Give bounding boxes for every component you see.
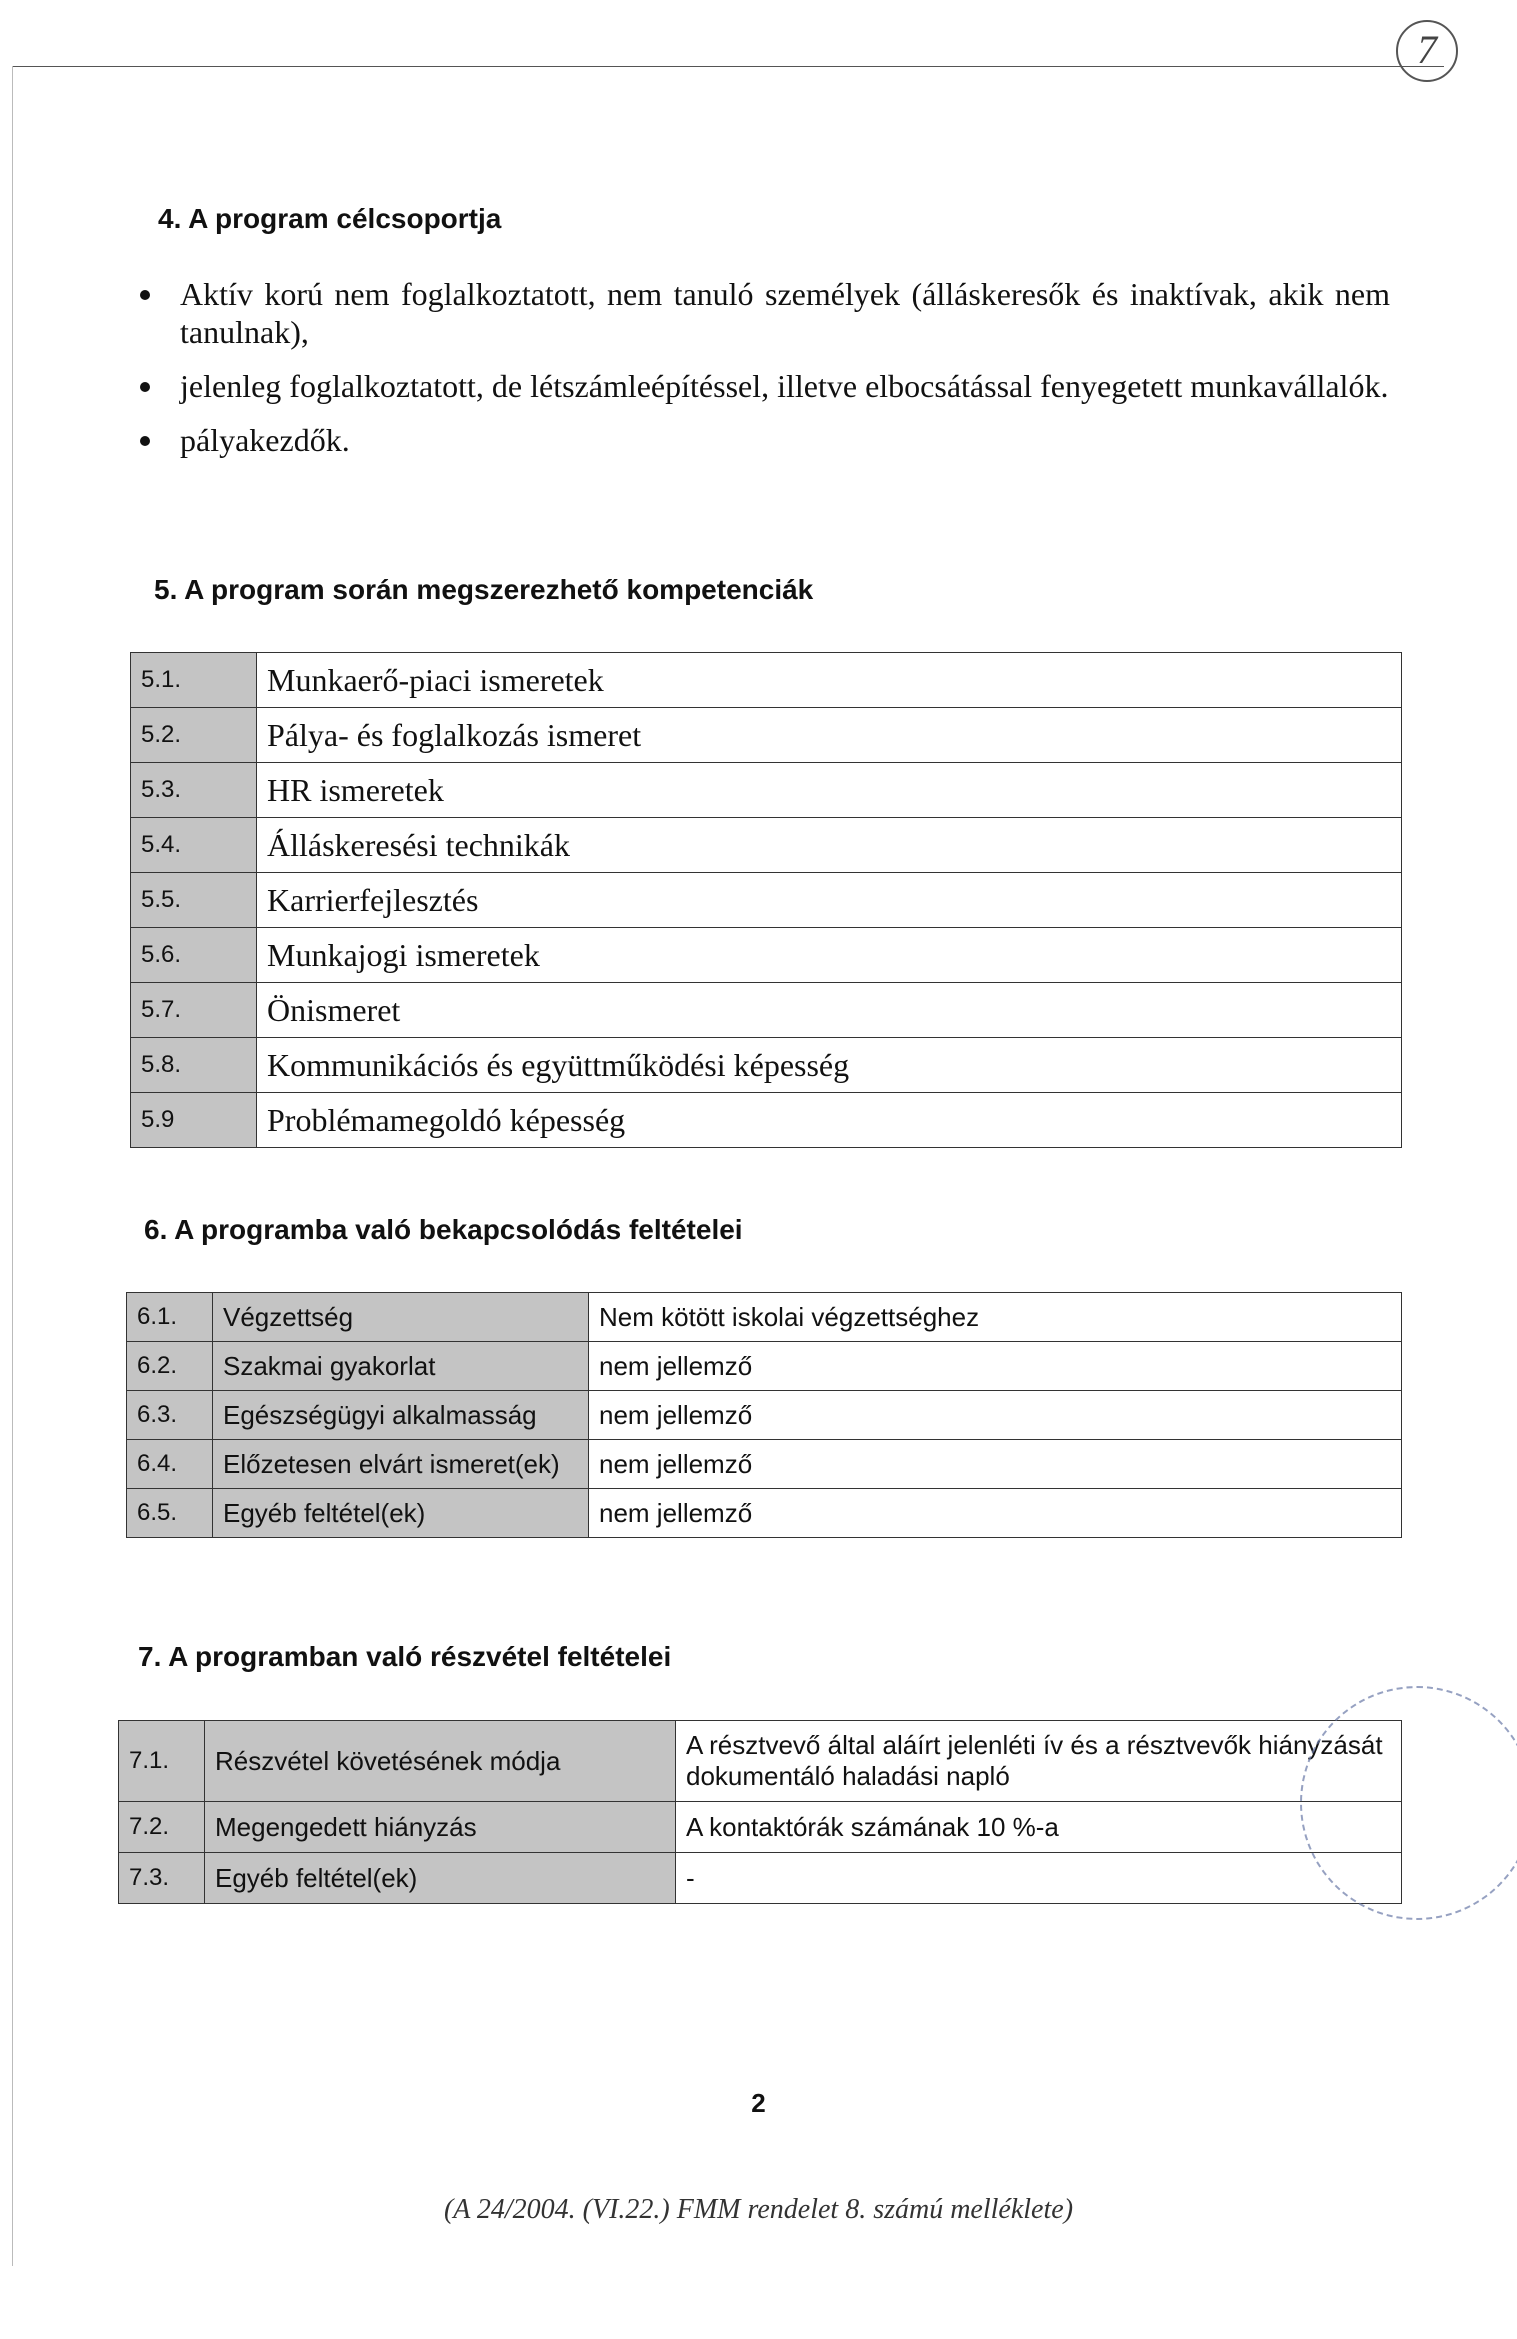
row-number: 5.6. (131, 928, 257, 983)
requirement-value: nem jellemző (589, 1489, 1402, 1538)
section-4-heading: 4. A program célcsoportja (158, 203, 502, 234)
row-number: 7.1. (119, 1721, 205, 1802)
section-5-heading: 5. A program során megszerezhető kompetenciák (154, 574, 814, 605)
table-row (127, 1342, 1402, 1391)
row-number: 6.3. (127, 1391, 213, 1440)
competency-cell: Önismeret (257, 983, 1402, 1038)
list-item: pályakezdők. (180, 421, 1390, 459)
section-7-heading: 7. A programban való részvétel feltételei (138, 1641, 672, 1672)
requirement-value: nem jellemző (589, 1391, 1402, 1440)
row-number: 5.3. (131, 763, 257, 818)
competency-cell: HR ismeretek (257, 763, 1402, 818)
competency-cell: Karrierfejlesztés (257, 873, 1402, 928)
official-stamp-icon (1300, 1686, 1517, 1920)
competency-cell: Álláskeresési technikák (257, 818, 1402, 873)
row-number: 5.9 (131, 1093, 257, 1148)
requirement-label: Egészségügyi alkalmasság (213, 1391, 589, 1440)
page-number: 2 (751, 2088, 766, 2118)
row-number: 5.4. (131, 818, 257, 873)
row-number: 5.7. (131, 983, 257, 1038)
requirement-value: nem jellemző (589, 1440, 1402, 1489)
requirement-label: Előzetesen elvárt ismeret(ek) (213, 1440, 589, 1489)
condition-label: Részvétel követésének módja (205, 1721, 676, 1802)
row-number: 6.4. (127, 1440, 213, 1489)
section-6-heading: 6. A programba való bekapcsolódás feltételei (144, 1214, 743, 1245)
row-number: 5.5. (131, 873, 257, 928)
table-row (131, 873, 1402, 928)
condition-value: A kontaktórák számának 10 %-a (676, 1802, 1402, 1853)
condition-label: Megengedett hiányzás (205, 1802, 676, 1853)
condition-value: A résztvevő által aláírt jelenléti ív és a résztvevők hiányzását dokumentáló haladási napló (676, 1721, 1402, 1802)
footer-note: (A 24/2004. (VI.22.) FMM rendelet 8. számú melléklete) (443, 2194, 1074, 2225)
table-row (131, 708, 1402, 763)
row-number: 7.3. (119, 1853, 205, 1904)
row-number: 6.5. (127, 1489, 213, 1538)
row-number: 5.1. (131, 653, 257, 708)
competency-cell: Pálya- és foglalkozás ismeret (257, 708, 1402, 763)
left-margin-rule (12, 66, 13, 2266)
condition-label: Egyéb feltétel(ek) (205, 1853, 676, 1904)
row-number: 7.2. (119, 1802, 205, 1853)
competency-cell: Munkaerő-piaci ismeretek (257, 653, 1402, 708)
table-row (131, 818, 1402, 873)
table-row (119, 1853, 1402, 1904)
table-row (131, 928, 1402, 983)
table-row (127, 1440, 1402, 1489)
handwritten-page-mark: 7 (1396, 20, 1458, 82)
table-row (127, 1391, 1402, 1440)
row-number: 6.2. (127, 1342, 213, 1391)
requirement-label: Egyéb feltétel(ek) (213, 1489, 589, 1538)
table-row (131, 1038, 1402, 1093)
row-number: 5.2. (131, 708, 257, 763)
top-rule (12, 66, 1444, 67)
competencies-table (130, 652, 1402, 1148)
table-row (119, 1802, 1402, 1853)
table-row (127, 1293, 1402, 1342)
condition-value: - (676, 1853, 1402, 1904)
requirement-value: nem jellemző (589, 1342, 1402, 1391)
row-number: 5.8. (131, 1038, 257, 1093)
row-number: 6.1. (127, 1293, 213, 1342)
list-item: jelenleg foglalkoztatott, de létszámleépítéssel, illetve elbocsátással fenyegetett munkavállalók. (180, 368, 1389, 404)
table-row (131, 1093, 1402, 1148)
competency-cell: Munkajogi ismeretek (257, 928, 1402, 983)
target-group-list (180, 275, 1390, 475)
table-row (131, 983, 1402, 1038)
requirement-label: Szakmai gyakorlat (213, 1342, 589, 1391)
participation-conditions-table (118, 1720, 1402, 1904)
competency-cell: Kommunikációs és együttműködési képesség (257, 1038, 1402, 1093)
table-row (131, 653, 1402, 708)
requirement-label: Végzettség (213, 1293, 589, 1342)
entry-requirements-table (126, 1292, 1402, 1538)
table-row (119, 1721, 1402, 1802)
table-row (127, 1489, 1402, 1538)
competency-cell: Problémamegoldó képesség (257, 1093, 1402, 1148)
requirement-value: Nem kötött iskolai végzettséghez (589, 1293, 1402, 1342)
table-row (131, 763, 1402, 818)
list-item: Aktív korú nem foglalkoztatott, nem tanuló személyek (álláskeresők és inaktívak, akik nem tanulnak), (180, 276, 1390, 350)
